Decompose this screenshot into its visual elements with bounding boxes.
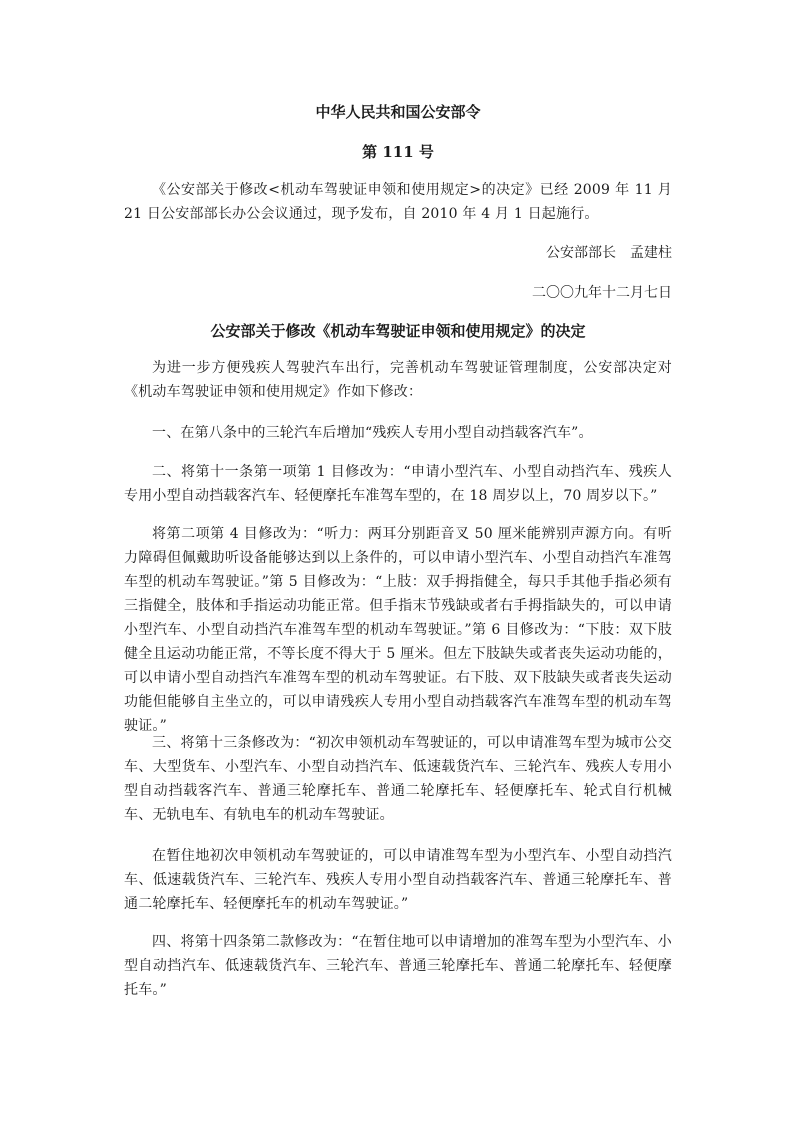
preamble-paragraph: 《公安部关于修改<机动车驾驶证申领和使用规定>的决定》已经 2009 年 11 月 21 日公安部部长办公会议通过，现予发布，自 2010 年 4 月 1 日起施行。 — [124, 182, 672, 222]
decision-paragraph-3-cont: 在暂住地初次申领机动车驾驶证的，可以申请准驾车型为小型汽车、小型自动挡汽车、低速载货汽车、三轮汽车、残疾人专用小型自动挡载客汽车、普通三轮摩托车、普通二轮摩托车、轻便摩托车的机动车驾驶证。” — [124, 848, 672, 912]
decision-paragraph-2-cont: 将第二项第 4 目修改为：“听力：两耳分别距音叉 50 厘米能辨别声源方向。有听力障碍但佩戴助听设备能够达到以上条件的，可以申请小型汽车、小型自动挡汽车准驾车型的机动车驾驶证。”第 5 目修改为：“上肢：双手拇指健全，每只手其他手指必须有三指健全，肢体和手指运动功能正常。但手指末节残缺或者右手拇指缺失的，可以申请小型汽车、小型自动挡汽车准驾车型的机动车驾驶证。”第 6 目修改为：“下肢：双下肢健全且运动功能正常，不等长度不得大于 5 厘米。但左下肢缺失或者丧失运动功能的，可以申请小型自动挡汽车准驾车型的机动车驾驶证。右下肢、双下肢缺失或者丧失运动功能但能够自主坐立的，可以申请残疾人专用小型自动挡载客汽车准驾车型的机动车驾驶证。” — [124, 526, 672, 734]
decision-title: 公安部关于修改《机动车驾驶证申领和使用规定》的决定 — [210, 322, 586, 340]
order-title: 中华人民共和国公安部令 — [315, 103, 481, 121]
decision-paragraph-4: 四、将第十四条第二款修改为：“在暂住地可以申请增加的准驾车型为小型汽车、小型自动挡汽车、低速载货汽车、三轮汽车、普通三轮摩托车、普通二轮摩托车、轻便摩托车。” — [124, 934, 672, 998]
decision-paragraph-1: 一、在第八条中的三轮汽车后增加“残疾人专用小型自动挡载客汽车”。 — [152, 425, 593, 441]
decision-paragraph-2: 二、将第十一条第一项第 1 目修改为：“申请小型汽车、小型自动挡汽车、残疾人专用小型自动挡载客汽车、轻便摩托车准驾车型的，在 18 周岁以上，70 周岁以下。” — [124, 464, 672, 504]
issue-date: 二〇〇九年十二月七日 — [532, 285, 672, 301]
decision-paragraph-3: 三、将第十三条修改为：“初次申领机动车驾驶证的，可以申请准驾车型为城市公交车、大型货车、小型汽车、小型自动挡汽车、低速载货汽车、三轮汽车、残疾人专用小型自动挡载客汽车、普通三轮摩托车、普通二轮摩托车、轻便摩托车、轮式自行机械车、无轨电车、有轨电车的机动车驾驶证。 — [124, 735, 672, 823]
order-number: 第 111 号 — [362, 143, 434, 161]
decision-paragraph-intro: 为进一步方便残疾人驾驶汽车出行，完善机动车驾驶证管理制度，公安部决定对《机动车驾驶证申领和使用规定》作如下修改： — [124, 360, 672, 400]
signer: 公安部部长 孟建柱 — [546, 245, 672, 261]
